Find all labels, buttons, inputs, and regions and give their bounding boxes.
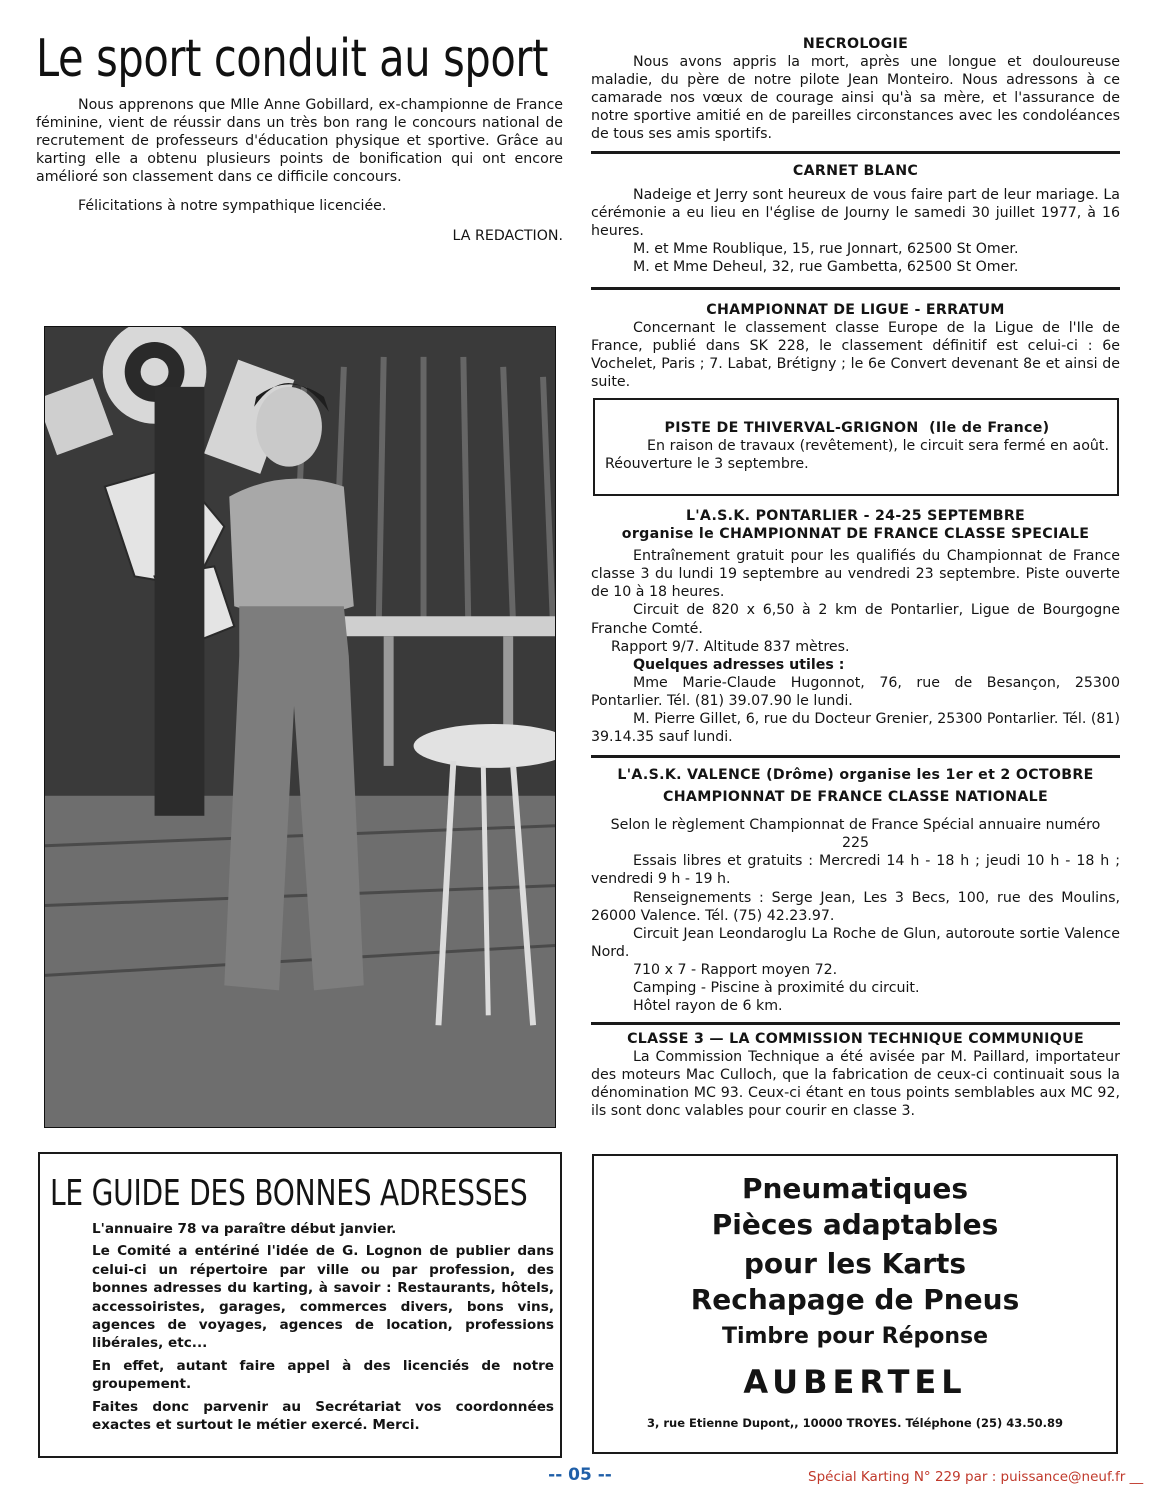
footer-credit: Spécial Karting N° 229 par : puissance@neuf.fr __ [808, 1469, 1144, 1485]
ad-line: Rechapage de Pneus [690, 1283, 1020, 1316]
valence-intro: Selon le règlement Championnat de France Spécial annuaire numéro 225 [610, 817, 1101, 852]
valence-paragraph: Essais libres et gratuits : Mercredi 14 h - 18 h ; jeudi 10 h - 18 h ; vendredi 9 h - 19 h. [591, 853, 1120, 888]
photo-champion-with-bouquet [44, 326, 556, 1128]
article-headline: Le sport conduit au sport [36, 29, 549, 89]
piste-title-text: PISTE DE THIVERVAL-GRIGNON [664, 420, 919, 436]
divider [591, 287, 1120, 290]
pontarlier-section [591, 507, 1120, 746]
carnet-blanc-title: CARNET BLANC [792, 163, 919, 179]
page-number: -- 05 -- [548, 1465, 612, 1485]
divider [591, 1022, 1120, 1025]
valence-paragraph: Circuit Jean Leondaroglu La Roche de Glun, autoroute sortie Valence Nord. [591, 925, 1120, 960]
guide-title: LE GUIDE DES BONNES ADRESSES [50, 1173, 528, 1214]
necrologie-text: Nous avons appris la mort, après une longue et douloureuse maladie, du père de notre pilote Jean Monteiro. Nous adressons à ce camarade nos vœux de courage ainsi qu'à sa mère, et l'assurance de notre sportive amitié en de pareilles circonstances avec les condoléances de tous ses amis sportifs. [591, 54, 1120, 143]
article-paragraph: Félicitations à notre sympathique licenciée. [78, 198, 387, 215]
divider [591, 755, 1120, 758]
necrologie-section [591, 35, 1120, 144]
pontarlier-address: M. Pierre Gillet, 6, rue du Docteur Grenier, 25300 Pontarlier. Tél. (81) 39.14.35 sauf lundi. [591, 711, 1120, 746]
piste-title [605, 419, 1109, 437]
pontarlier-paragraph: Circuit de 820 x 6,50 à 2 km de Pontarlier, Ligue de Bourgogne Franche Comté. [591, 602, 1120, 637]
guide-paragraph: En effet, autant faire appel à des licenciés de notre groupement. [92, 1357, 554, 1393]
classe3-title: CLASSE 3 — LA COMMISSION TECHNIQUE COMMUNIQUE [627, 1031, 1084, 1047]
pontarlier-paragraph: Entraînement gratuit pour les qualifiés du Championnat de France classe 3 du lundi 19 septembre au vendredi 23 septembre. Piste ouverte de 10 à 18 heures. [591, 548, 1120, 601]
erratum-title: CHAMPIONNAT DE LIGUE - ERRATUM [706, 302, 1005, 318]
valence-paragraph: Hôtel rayon de 6 km. [633, 998, 783, 1015]
valence-paragraph: Camping - Piscine à proximité du circuit. [633, 980, 920, 997]
divider [591, 151, 1120, 154]
ad-line: Pièces adaptables [711, 1208, 999, 1241]
piste-text: En raison de travaux (revêtement), le circuit sera fermé en août. Réouverture le 3 septembre. [605, 438, 1109, 473]
erratum-text: Concernant le classement classe Europe de la Ligue de l'Ile de France, publié dans SK 228, le classement définitif est celui-ci : 6e Vochelet, Paris ; 7. Labat, Brétigny ; le 6e Convert devenant 8e et ainsi de suite. [591, 320, 1120, 391]
valence-paragraph: Renseignements : Serge Jean, Les 3 Becs, 100, rue des Moulins, 26000 Valence. Tél. (75) 42.23.97. [591, 889, 1120, 924]
article-paragraph: Nous apprenons que Mlle Anne Gobillard, ex-championne de France féminine, vient de réussir dans un très bon rang le concours national de recrutement de professeurs d'éducation physique et sportive. Grâce au karting elle a obtenu plusieurs points de bonification qui ont encore amélioré son classement dans ce difficile concours. [36, 97, 563, 186]
erratum-section [591, 301, 1120, 391]
guide-body [92, 1220, 554, 1438]
ad-line: Pneumatiques [741, 1172, 969, 1205]
article-body [36, 96, 563, 256]
article-signature: LA REDACTION. [452, 227, 563, 244]
ad-line: Timbre pour Réponse [721, 1324, 989, 1349]
piste-region: (Ile de France) [929, 420, 1050, 436]
necrologie-title: NECROLOGIE [802, 36, 909, 52]
pontarlier-addresses-title: Quelques adresses utiles : [633, 656, 845, 673]
classe3-text: La Commission Technique a été avisée par M. Paillard, importateur des moteurs Mac Culloch, que la fabrication de ceux-ci continuait sous la dénomination MC 93. Ceux-ci étant en tous points semblables aux MC 92, ils sont donc valables pour courir en classe 3. [591, 1049, 1120, 1120]
valence-paragraph: 710 x 7 - Rapport moyen 72. [633, 961, 838, 978]
pontarlier-paragraph: Rapport 9/7. Altitude 837 mètres. [611, 638, 850, 655]
valence-subtitle: CHAMPIONNAT DE FRANCE CLASSE NATIONALE [663, 789, 1048, 806]
pontarlier-subtitle: organise le CHAMPIONNAT DE FRANCE CLASSE SPECIALE [621, 526, 1090, 543]
ad-address: 3, rue Etienne Dupont,, 10000 TROYES. Téléphone (25) 43.50.89 [647, 1416, 1063, 1430]
valence-section [591, 766, 1120, 1015]
guide-paragraph: Faites donc parvenir au Secrétariat vos coordonnées exactes et surtout le métier exercé. Merci. [92, 1398, 554, 1434]
pontarlier-address: Mme Marie-Claude Hugonnot, 76, rue de Besançon, 25300 Pontarlier. Tél. (81) 39.07.90 le lundi. [591, 674, 1120, 709]
piste-box [593, 398, 1119, 496]
aubertel-ad [592, 1154, 1118, 1454]
guide-paragraph: L'annuaire 78 va paraître début janvier. [92, 1221, 397, 1237]
valence-title: L'A.S.K. VALENCE (Drôme) organise les 1er et 2 OCTOBRE [617, 767, 1094, 783]
carnet-blanc-text: Nadeige et Jerry sont heureux de vous faire part de leur mariage. La cérémonie a eu lieu en l'église de Journy le samedi 30 juillet 1977, à 16 heures. [591, 187, 1120, 240]
guide-box [38, 1152, 562, 1458]
carnet-blanc-address: M. et Mme Roublique, 15, rue Jonnart, 62500 St Omer. [633, 241, 1019, 258]
carnet-blanc-section [591, 162, 1120, 277]
carnet-blanc-address: M. et Mme Deheul, 32, rue Gambetta, 62500 St Omer. [633, 259, 1019, 276]
pontarlier-title: L'A.S.K. PONTARLIER - 24-25 SEPTEMBRE [685, 508, 1026, 524]
ad-line: pour les Karts [743, 1247, 967, 1280]
ad-brand: AUBERTEL [743, 1363, 967, 1401]
guide-paragraph: Le Comité a entériné l'idée de G. Lognon de publier dans celui-ci un répertoire par ville ou par profession, des bonnes adresses du karting, à savoir : Restaurants, hôtels, accessoiristes, garages, commerces divers, bons vins, agences de voyages, agences de location, professions libérales, etc... [92, 1243, 554, 1352]
classe3-section [591, 1030, 1120, 1120]
